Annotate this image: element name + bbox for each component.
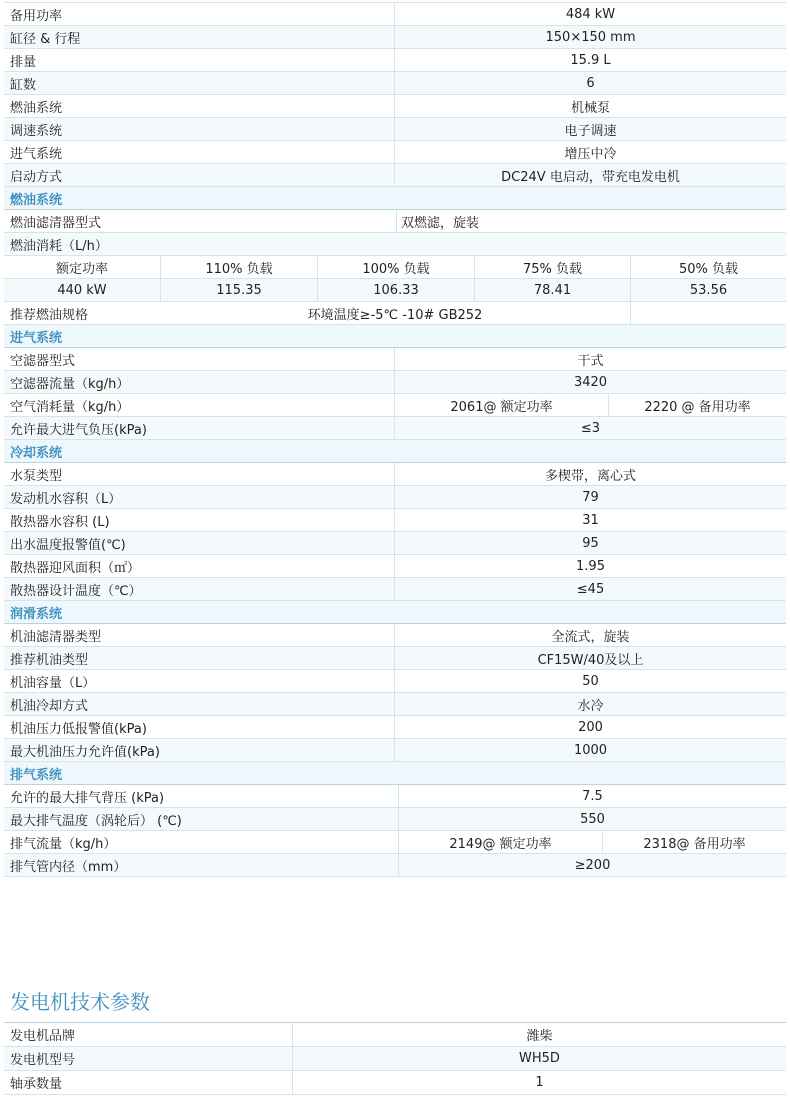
load-header-row: [4, 256, 786, 279]
spec-value: 1: [292, 1071, 786, 1094]
spec-value: 机械泵: [394, 95, 786, 117]
spec-label: 空滤器型式: [10, 353, 76, 369]
load-header: 100% 负载: [317, 256, 474, 278]
spec-row: [4, 141, 786, 164]
spec-row: [4, 302, 786, 325]
spec-value: 31: [394, 509, 786, 531]
empty-cell: [630, 302, 786, 324]
spec-value: 550: [398, 808, 786, 830]
load-header: 75% 负载: [474, 256, 630, 278]
load-value: 115.35: [160, 279, 317, 301]
spec-row: [4, 348, 786, 371]
spec-label: 启动方式: [10, 169, 63, 185]
spec-value: 150×150 mm: [394, 26, 786, 48]
spec-row: [4, 394, 786, 417]
section-title-lubrication: 润滑系统: [4, 601, 786, 624]
spec-label: 最大机油压力允许值(kPa): [10, 744, 160, 760]
section-title-exhaust: 排气系统: [4, 762, 786, 785]
spec-row: [4, 417, 786, 440]
spec-row: [4, 210, 786, 233]
load-header: 110% 负载: [160, 256, 317, 278]
spec-row: [4, 670, 786, 693]
spec-row: [4, 854, 786, 877]
spec-row: [4, 2, 786, 26]
spec-row: [4, 486, 786, 509]
spec-value-rated: 2149@ 额定功率: [398, 831, 602, 853]
spec-label: 允许的最大排气背压 (kPa): [10, 790, 165, 806]
spec-label: 缸径 & 行程: [10, 31, 81, 47]
spec-label: 最大排气温度（涡轮后） (℃): [10, 813, 182, 829]
spec-label: 进气系统: [10, 146, 63, 162]
spec-row: [4, 831, 786, 854]
spec-value-rated: 2061@ 额定功率: [394, 394, 608, 416]
spec-label: 机油冷却方式: [10, 698, 89, 714]
spec-row: [4, 785, 786, 808]
spec-value: 79: [394, 486, 786, 508]
spec-value: 7.5: [398, 785, 786, 807]
spec-label: 允许最大进气负压(kPa): [10, 422, 147, 438]
spec-value: 1000: [394, 739, 786, 761]
spec-value: DC24V 电启动，带充电发电机: [394, 164, 786, 186]
spec-label: 机油滤清器类型: [10, 629, 102, 645]
spec-value: 干式: [394, 348, 786, 370]
spec-label: 机油压力低报警值(kPa): [10, 721, 147, 737]
section-title-intake: 进气系统: [4, 325, 786, 348]
spec-label: 出水温度报警值(℃): [10, 537, 126, 553]
spec-label: 发电机品牌: [10, 1029, 76, 1044]
spec-value: WH5D: [292, 1047, 786, 1070]
spec-label: 排气流量（kg/h）: [10, 836, 117, 852]
spec-label: 排量: [10, 54, 37, 70]
spec-row: [4, 118, 786, 141]
spec-value: 增压中冷: [394, 141, 786, 163]
generator-spec-table: [4, 1022, 786, 1095]
spec-label: 燃油消耗（L/h）: [10, 238, 108, 254]
spec-row: [4, 716, 786, 739]
spec-label: 发动机水容积（L）: [10, 491, 122, 507]
spec-label: 发电机型号: [10, 1053, 76, 1068]
spec-value: 484 kW: [394, 3, 786, 25]
generator-section-title: 发电机技术参数: [10, 990, 150, 1014]
load-value: 106.33: [317, 279, 474, 301]
spec-value: 多楔带，离心式: [394, 463, 786, 485]
spec-row: [4, 233, 786, 256]
spec-value: 电子调速: [394, 118, 786, 140]
spec-row: [4, 1047, 786, 1071]
spec-value: 200: [394, 716, 786, 738]
spec-label: 空气消耗量（kg/h）: [10, 399, 130, 415]
spec-value: 15.9 L: [394, 49, 786, 71]
spec-row: [4, 555, 786, 578]
spec-value: ≤3: [394, 417, 786, 439]
spec-row: [4, 578, 786, 601]
spec-label: 备用功率: [10, 8, 63, 24]
spec-label: 机油容量（L）: [10, 675, 96, 691]
spec-label: 散热器水容积 (L): [10, 514, 110, 530]
spec-value: 95: [394, 532, 786, 554]
spec-row: [4, 1071, 786, 1095]
spec-label: 轴承数量: [10, 1077, 63, 1092]
spec-row: [4, 72, 786, 95]
load-header: 额定功率: [55, 261, 108, 277]
spec-value: ≥200: [398, 854, 786, 876]
spec-row: [4, 739, 786, 762]
spec-value: ≤45: [394, 578, 786, 600]
spec-row: [4, 49, 786, 72]
spec-row: [4, 693, 786, 716]
spec-value: 50: [394, 670, 786, 692]
spec-label: 推荐机油类型: [10, 652, 89, 668]
load-value: 78.41: [474, 279, 630, 301]
load-header: 50% 负载: [630, 256, 786, 278]
spec-value: 全流式，旋装: [394, 624, 786, 646]
spec-value-standby: 2318@ 备用功率: [602, 831, 786, 853]
spec-label: 推荐燃油规格: [10, 307, 89, 323]
spec-label: 缸数: [10, 77, 37, 93]
spec-label: 空滤器流量（kg/h）: [10, 376, 130, 392]
spec-label: 调速系统: [10, 123, 63, 139]
spec-value: 环境温度≥-5℃ -10# GB252: [307, 307, 483, 323]
spec-row: [4, 26, 786, 49]
section-title-fuel: 燃油系统: [4, 187, 786, 210]
spec-row: [4, 808, 786, 831]
spec-label: 燃油滤清器型式: [10, 215, 102, 231]
spec-value: 3420: [394, 371, 786, 393]
load-value: 53.56: [630, 279, 786, 301]
load-value-row: [4, 279, 786, 302]
load-value: 440 kW: [57, 282, 107, 298]
spec-row: [4, 1023, 786, 1047]
spec-row: [4, 164, 786, 187]
spec-value: CF15W/40及以上: [394, 647, 786, 669]
spec-row: [4, 371, 786, 394]
spec-row: [4, 509, 786, 532]
spec-value: 6: [394, 72, 786, 94]
spec-label: 燃油系统: [10, 100, 63, 116]
spec-value: 水冷: [394, 693, 786, 715]
spec-value: 潍柴: [292, 1023, 786, 1046]
spec-label: 水泵类型: [10, 468, 63, 484]
spec-row: [4, 624, 786, 647]
spec-label: 散热器设计温度（℃）: [10, 583, 142, 599]
spec-value: 双燃滤，旋装: [396, 210, 786, 232]
section-title-cooling: 冷却系统: [4, 440, 786, 463]
spec-label: 散热器迎风面积（㎡）: [10, 560, 141, 576]
engine-spec-table: [4, 2, 786, 877]
spec-value-standby: 2220 @ 备用功率: [608, 394, 786, 416]
spec-row: [4, 647, 786, 670]
spec-row: [4, 463, 786, 486]
spec-row: [4, 532, 786, 555]
spec-value: 1.95: [394, 555, 786, 577]
spec-row: [4, 95, 786, 118]
spec-label: 排气管内径（mm）: [10, 859, 127, 875]
